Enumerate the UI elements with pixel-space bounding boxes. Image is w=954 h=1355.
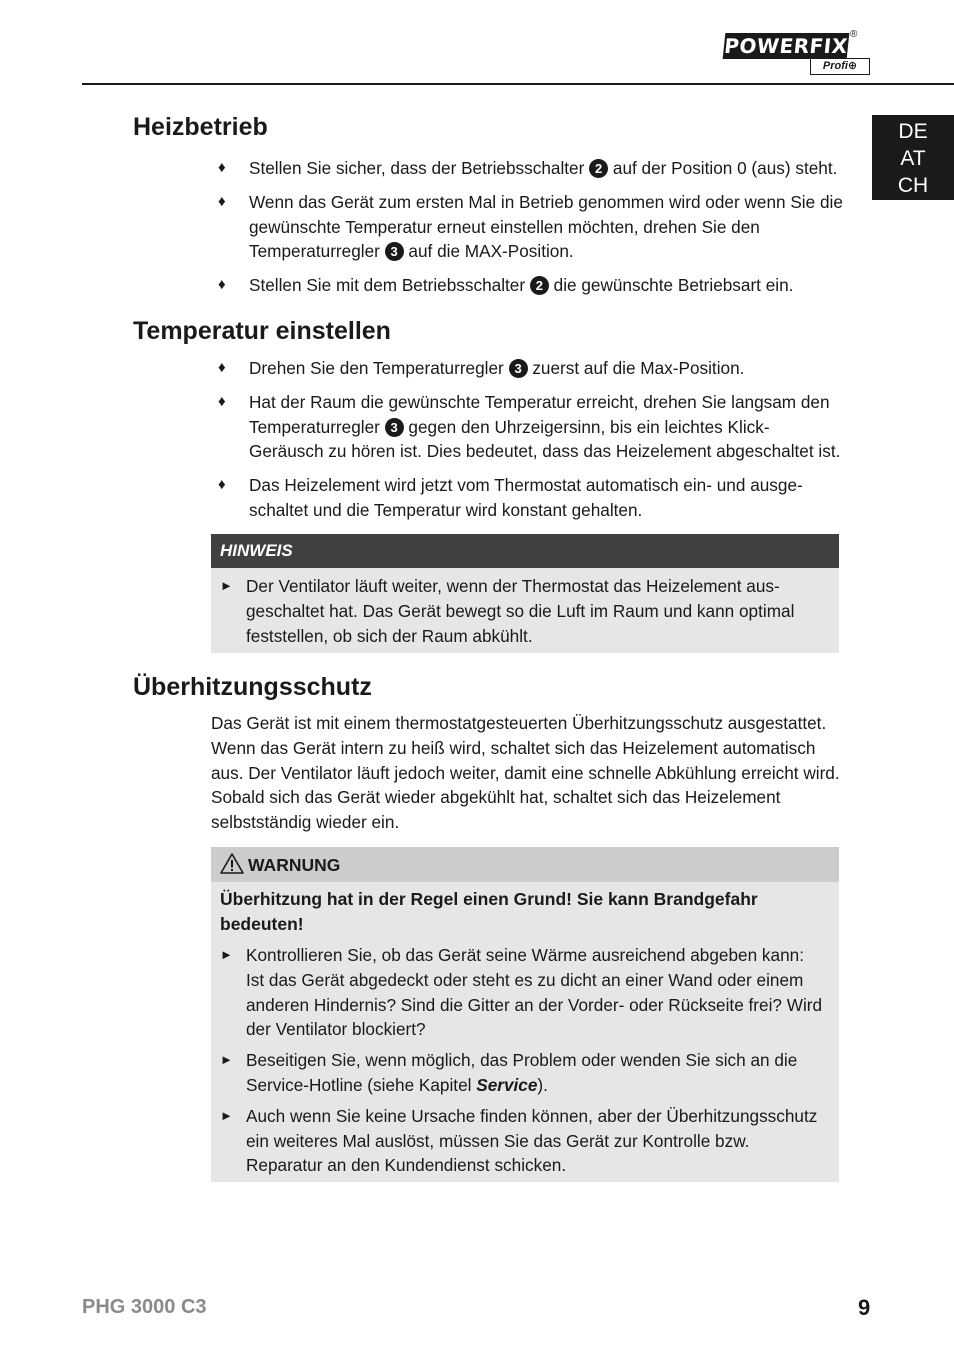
heading-temperatur-einstellen: Temperatur einstellen: [133, 317, 391, 345]
logo-wordmark: POWERFIX: [723, 34, 849, 58]
logo-profi-badge: Profi⊕: [810, 58, 870, 75]
list-item: ► Beseitigen Sie, wenn möglich, das Problem oder wenden Sie sich an die Service-Hotline (siehe Kapitel Service).: [220, 1050, 798, 1095]
triangle-bullet-icon: ►: [220, 1107, 233, 1123]
list-item: ♦ Drehen Sie den Temperaturregler 3 zuerst auf die Max-Position.: [218, 356, 843, 381]
diamond-bullet-icon: ♦: [218, 192, 226, 210]
list-item: ♦ Stellen Sie sicher, dass der Betriebsschalter 2 auf der Position 0 (aus) steht.: [218, 156, 843, 181]
hinweis-title: HINWEIS: [211, 534, 839, 568]
list-item: ♦ Hat der Raum die gewünschte Temperatur erreicht, drehen Sie langsam den Temperaturregler 3 gegen den Uhrzeigersinn, bis ein leichtes Klick-Geräusch zu hören ist. Dies bedeutet, dass das Heizelement abgeschaltet ist.: [218, 391, 841, 462]
callout-number: 3: [509, 359, 528, 378]
list-temperatur: [218, 356, 843, 532]
list-item: ♦ Stellen Sie mit dem Betriebsschalter 2 die gewünschte Betriebsart ein.: [218, 273, 843, 298]
callout-number: 2: [530, 276, 549, 295]
warnung-header: [211, 847, 839, 882]
footer-model-number: PHG 3000 C3: [82, 1296, 207, 1318]
triangle-bullet-icon: ►: [220, 947, 233, 962]
hinweis-box: [211, 534, 839, 653]
diamond-bullet-icon: ♦: [218, 359, 226, 376]
heading-ueberhitzungsschutz: Überhitzungsschutz: [133, 673, 372, 701]
triangle-bullet-icon: ►: [220, 578, 233, 593]
list-heizbetrieb: [218, 156, 843, 307]
language-tab: [872, 115, 954, 200]
diamond-bullet-icon: ♦: [218, 392, 226, 410]
warnung-box: [211, 847, 839, 1182]
diamond-bullet-icon: ♦: [218, 159, 226, 176]
lang-de: DE: [898, 120, 928, 143]
diamond-bullet-icon: ♦: [218, 276, 226, 294]
logo-registered-mark: ®: [850, 29, 858, 40]
lang-ch: CH: [897, 174, 929, 197]
page-number: 9: [858, 1295, 871, 1320]
heading-heizbetrieb: Heizbetrieb: [133, 113, 268, 141]
ueberhitzung-paragraph: Das Gerät ist mit einem thermostatgesteuerten Überhitzungsschutz ausgestattet. Wenn das Gerät intern zu heiß wird, schaltet sich das Heizelement automatisch aus. Der Ventilator läuft jedoch weiter, damit eine schnelle Abkühlung erreicht wird. Sobald sich das Gerät wieder abgekühlt hat, schaltet sich das Heizelement selbstständig wieder ein.: [211, 713, 840, 833]
list-item: ► Auch wenn Sie keine Ursache finden können, aber der Überhitzungsschutz ein weiteres Mal auslöst, müssen Sie das Gerät zur Kontrolle bzw. Reparatur an den Kundendienst schicken.: [220, 1105, 818, 1176]
list-item: ► Kontrollieren Sie, ob das Gerät seine Wärme ausreichend abgeben kann: Ist das Gerät abgedeckt oder steht es zu dicht an einer Wand oder einem anderen Hindernis? Sind die Gitter an der Vorder- oder Rückseite frei? Wird der Ventilator blockiert?: [220, 945, 823, 1040]
warning-triangle-icon: [220, 853, 244, 874]
powerfix-logo: [723, 29, 870, 75]
warnung-subtitle: Überhitzung hat in der Regel einen Grund! Sie kann Brandgefahr bedeuten!: [220, 889, 758, 934]
list-item: ♦ Das Heizelement wird jetzt vom Thermostat automatisch ein- und ausgeschaltet und die Temperatur wird konstant gehalten.: [218, 475, 803, 520]
diamond-bullet-icon: ♦: [218, 476, 226, 494]
header-rule: [82, 83, 954, 85]
callout-number: 2: [589, 159, 608, 178]
lang-at: AT: [900, 147, 926, 170]
list-item: ► Der Ventilator läuft weiter, wenn der Thermostat das Heizelement ausgeschaltet hat. Das Gerät bewegt so die Luft im Raum und kann optimal feststellen, ob sich der Raum abkühlt.: [220, 576, 795, 646]
triangle-bullet-icon: ►: [220, 1052, 233, 1068]
callout-number: 3: [385, 418, 404, 437]
warnung-title: WARNUNG: [248, 855, 341, 875]
list-item: ♦ Wenn das Gerät zum ersten Mal in Betrieb genommen wird oder wenn Sie die gewünschte Temperatur erneut einstellen möchten, drehen Sie den Temperaturregler 3 auf die MAX-Position.: [218, 191, 843, 262]
callout-number: 3: [385, 242, 404, 261]
chapter-reference: Service: [476, 1074, 538, 1095]
